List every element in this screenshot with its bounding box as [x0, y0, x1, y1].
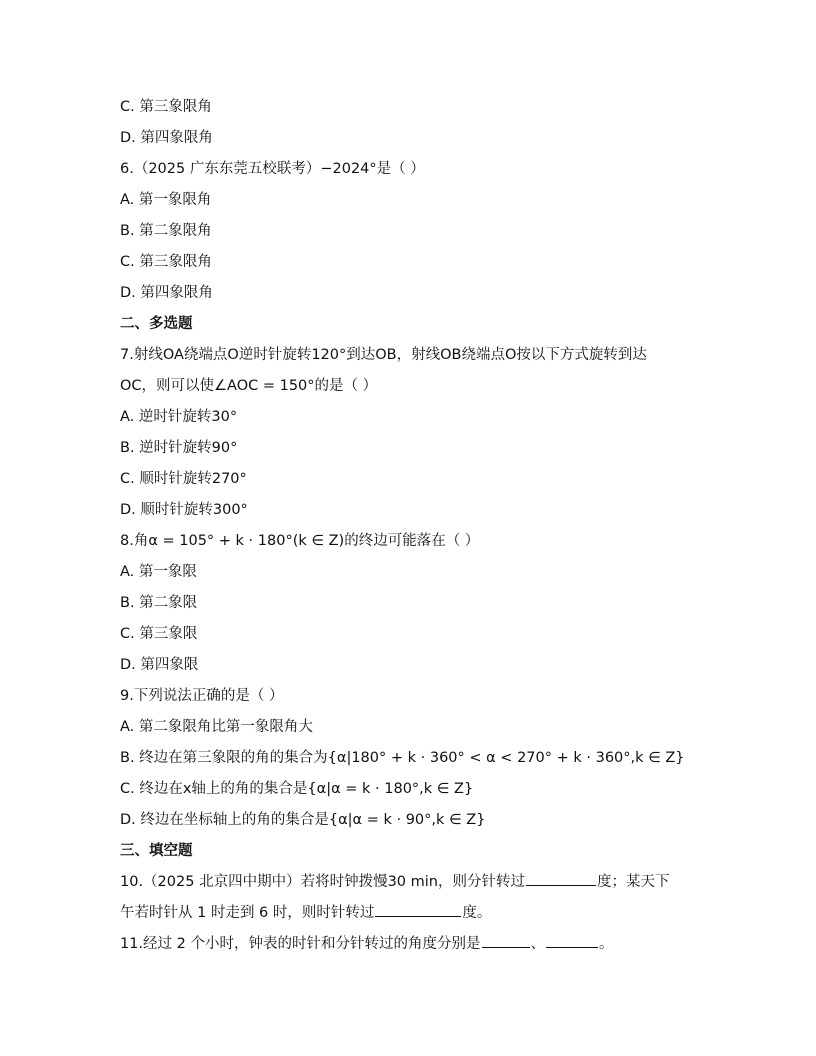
question-6: 6.（2025 广东东莞五校联考）−2024°是（ ） — [120, 161, 425, 177]
question-11-text-c: 。 — [599, 936, 614, 952]
question-11-text-b: 、 — [530, 936, 546, 952]
option-b-q6: B. 第二象限角 — [120, 223, 212, 239]
answer-blank-q11-2[interactable] — [546, 933, 598, 948]
option-b-q7: B. 逆时针旋转90° — [120, 440, 238, 456]
option-d-q6: D. 第四象限角 — [120, 285, 213, 301]
question-10-line-2 — [120, 898, 720, 929]
option-a-q9: A. 第二象限角比第一象限角大 — [120, 719, 313, 735]
option-d-q9: D. 终边在坐标轴上的角的集合是{α|α = k · 90°,k ∈ Z} — [120, 812, 486, 828]
question-7-line-2: OC，则可以使∠AOC = 150°的是（ ） — [120, 378, 378, 394]
option-d-q5: D. 第四象限角 — [120, 130, 213, 146]
document-page — [120, 92, 720, 960]
section-heading-multiple-choice: 二、多选题 — [120, 316, 193, 332]
option-a-q6: A. 第一象限角 — [120, 192, 212, 208]
question-10-text-d: 度。 — [462, 905, 492, 921]
question-11 — [120, 929, 720, 960]
question-7-line-1: 7.射线OA绕端点O逆时针旋转120°到达OB，射线OB绕端点O按以下方式旋转到达 — [120, 347, 647, 363]
question-11-text-a: 11.经过 2 个小时，钟表的时针和分针转过的角度分别是 — [120, 936, 481, 952]
question-9: 9.下列说法正确的是（ ） — [120, 688, 284, 704]
question-10-text-c: 午若时针从 1 时走到 6 时，则时针转过 — [120, 905, 375, 921]
option-a-q8: A. 第一象限 — [120, 564, 197, 580]
option-c-q6: C. 第三象限角 — [120, 254, 212, 270]
option-b-q8: B. 第二象限 — [120, 595, 198, 611]
option-a-q7: A. 逆时针旋转30° — [120, 409, 238, 425]
answer-blank-q11-1[interactable] — [482, 933, 530, 948]
section-heading-fill-in: 三、填空题 — [120, 843, 193, 859]
option-b-q9: B. 终边在第三象限的角的集合为{α|180° + k · 360° < α < 270° + k · 360°,k ∈ Z} — [120, 750, 685, 766]
option-d-q8: D. 第四象限 — [120, 657, 199, 673]
answer-blank-q10-1[interactable] — [526, 871, 596, 886]
option-c-q5: C. 第三象限角 — [120, 99, 212, 115]
question-10-text-a: 10.（2025 北京四中期中）若将时钟拨慢30 min，则分针转过 — [120, 874, 525, 890]
answer-blank-q10-2[interactable] — [375, 902, 461, 917]
option-c-q7: C. 顺时针旋转270° — [120, 471, 247, 487]
option-c-q9: C. 终边在x轴上的角的集合是{α|α = k · 180°,k ∈ Z} — [120, 781, 474, 797]
option-c-q8: C. 第三象限 — [120, 626, 198, 642]
question-10-line-1 — [120, 867, 720, 898]
question-8: 8.角α = 105° + k · 180°(k ∈ Z)的终边可能落在（ ） — [120, 533, 480, 549]
option-d-q7: D. 顺时针旋转300° — [120, 502, 248, 518]
question-10-text-b: 度；某天下 — [596, 874, 670, 890]
